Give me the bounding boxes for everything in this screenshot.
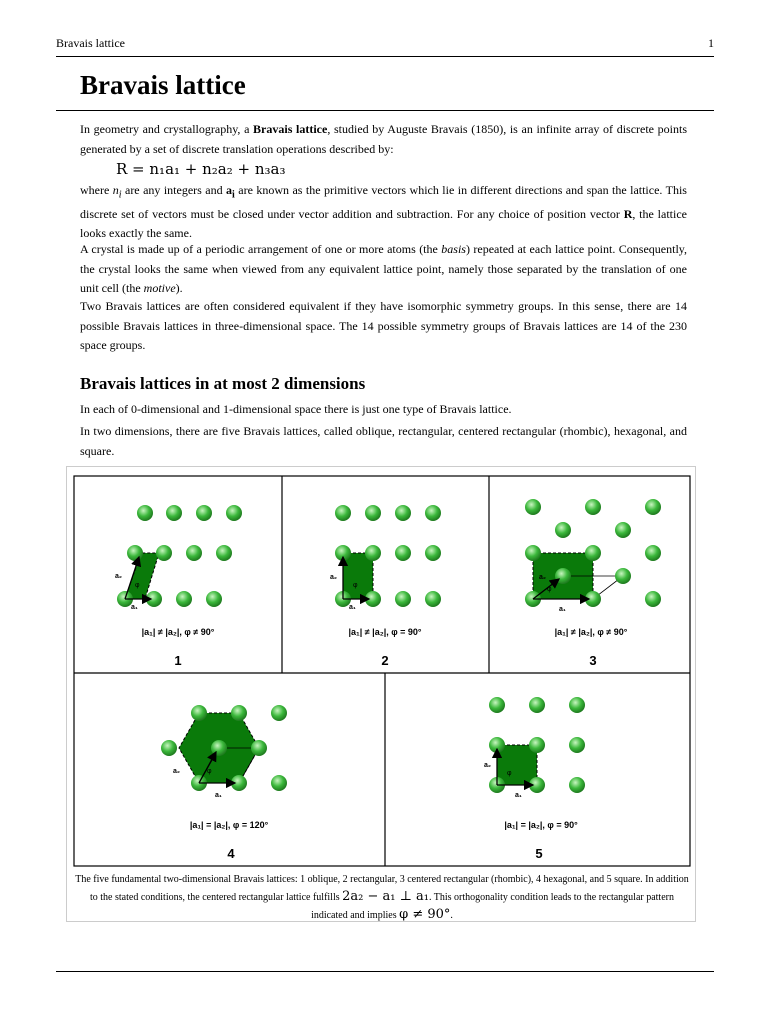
panel-5-number: 5 — [535, 846, 543, 861]
panel-3-a2-label: a₂ — [539, 574, 547, 581]
figure-caption: The five fundamental two-dimensional Bravais lattices: 1 oblique, 2 rectangular, 3 centered rectangular (rhombic), 4 hexagonal, and 5 square. In addition to the stated conditions, the centered rectangular lattice fulfills 2a₂ − a₁ ⊥ a₁. This orthogonality condition leads to the rectangular pattern indicated and implies φ ≠ 90°. — [75, 874, 689, 922]
panel-1-a1-label: a₁ — [131, 604, 138, 611]
panel-2-a2-label: a₂ — [330, 574, 338, 581]
panel-5-a2-label: a₂ — [484, 762, 492, 769]
intro-paragraph-4: Two Bravais lattices are often considered equivalent if they have isomorphic symmetry groups. In this sense, there are 14 possible Bravais lattices in three-dimensional space. The 14 possible symmetry groups of Bravais lattices are 14 of the 230 space groups. — [80, 299, 687, 352]
lattice-diagram — [73, 475, 691, 867]
intro-paragraph-1: In geometry and crystallography, a Bravais lattice, studied by Auguste Bravais (1850), is an infinite array of discrete points generated by a set of discrete translation operations described by: — [80, 122, 687, 156]
panel-4-number: 4 — [227, 846, 235, 861]
panel-3-number: 3 — [589, 653, 597, 668]
intro-paragraph-2: where $n_i$ are any integers and $a_i$ are known as the primitive vectors which lie in different directions and span the lattice. This discrete set of vectors must be closed under vector addition and subtraction. For any choice of position vector R, the lattice looks exactly the same. — [80, 183, 687, 241]
panel-4-a1-label: a₁ — [215, 792, 222, 799]
page-number: 1 — [708, 36, 714, 50]
footer-rule — [56, 971, 714, 972]
running-header-title: Bravais lattice — [56, 36, 125, 50]
orthogonality-formula: 2a₂ − a₁ ⊥ a₁ — [342, 889, 429, 904]
panel-5-phi-label: φ — [507, 770, 512, 777]
panel-4-phi-label: φ — [207, 768, 212, 775]
panel-1-phi-label: φ — [135, 582, 140, 589]
panel-4-hexagonal — [161, 705, 287, 861]
panel-3-centered-rectangular — [525, 499, 661, 668]
panel-2-phi-label: φ — [353, 582, 358, 589]
phi-formula: φ ≠ 90° — [399, 907, 451, 922]
page-title: Bravais lattice — [80, 70, 246, 100]
panel-1-oblique — [115, 505, 242, 668]
panel-1-number: 1 — [174, 653, 182, 668]
title-rule — [56, 110, 714, 111]
panel-2-rectangular — [330, 505, 441, 668]
panel-2-a1-label: a₁ — [349, 604, 356, 611]
panel-1-condition: |a₁| ≠ |a₂|, φ ≠ 90° — [141, 627, 215, 637]
bravais-lattice-bold: Bravais lattice — [253, 122, 328, 136]
panel-3-phi-label: φ — [547, 586, 552, 593]
running-header — [56, 36, 714, 54]
panel-3-a1-label: a₁ — [559, 606, 566, 613]
intro-paragraph-3: A crystal is made up of a periodic arrangement of one or more atoms (the basis) repeated at each lattice point. Consequently, the crystal looks the same when viewed from any equivalent lattice point, namely those separated by the translation of one unit cell (the motive). — [80, 242, 687, 295]
panel-2-number: 2 — [381, 653, 389, 668]
panel-1-a2-label: a₂ — [115, 573, 123, 580]
panel-4-a2-label: a₂ — [173, 768, 181, 775]
panel-5-condition: |a₁| = |a₂|, φ = 90° — [504, 820, 578, 830]
lattice-equation: R = n₁a₁ + n₂a₂ + n₃a₃ — [116, 160, 286, 178]
figure-outer-border — [74, 476, 690, 866]
panel-3-condition: |a₁| ≠ |a₂|, φ ≠ 90° — [554, 627, 628, 637]
section-heading: Bravais lattices in at most 2 dimensions — [80, 374, 366, 393]
panel-5-a1-label: a₁ — [515, 792, 522, 799]
panel-5-square — [484, 697, 585, 861]
panel-2-unit-cell — [343, 553, 373, 599]
panel-5-unit-cell — [497, 745, 537, 785]
panel-2-condition: |a₁| ≠ |a₂|, φ = 90° — [348, 627, 422, 637]
panel-4-condition: |a₁| = |a₂|, φ = 120° — [189, 820, 269, 830]
section-paragraph-1: In each of 0-dimensional and 1-dimensional space there is just one type of Bravais lattice. — [80, 402, 512, 416]
header-rule — [56, 56, 714, 57]
bravais-lattices-figure — [66, 466, 696, 922]
section-paragraph-2: In two dimensions, there are five Bravais lattices, called oblique, rectangular, centered rectangular (rhombic), hexagonal, and square. — [80, 424, 687, 458]
